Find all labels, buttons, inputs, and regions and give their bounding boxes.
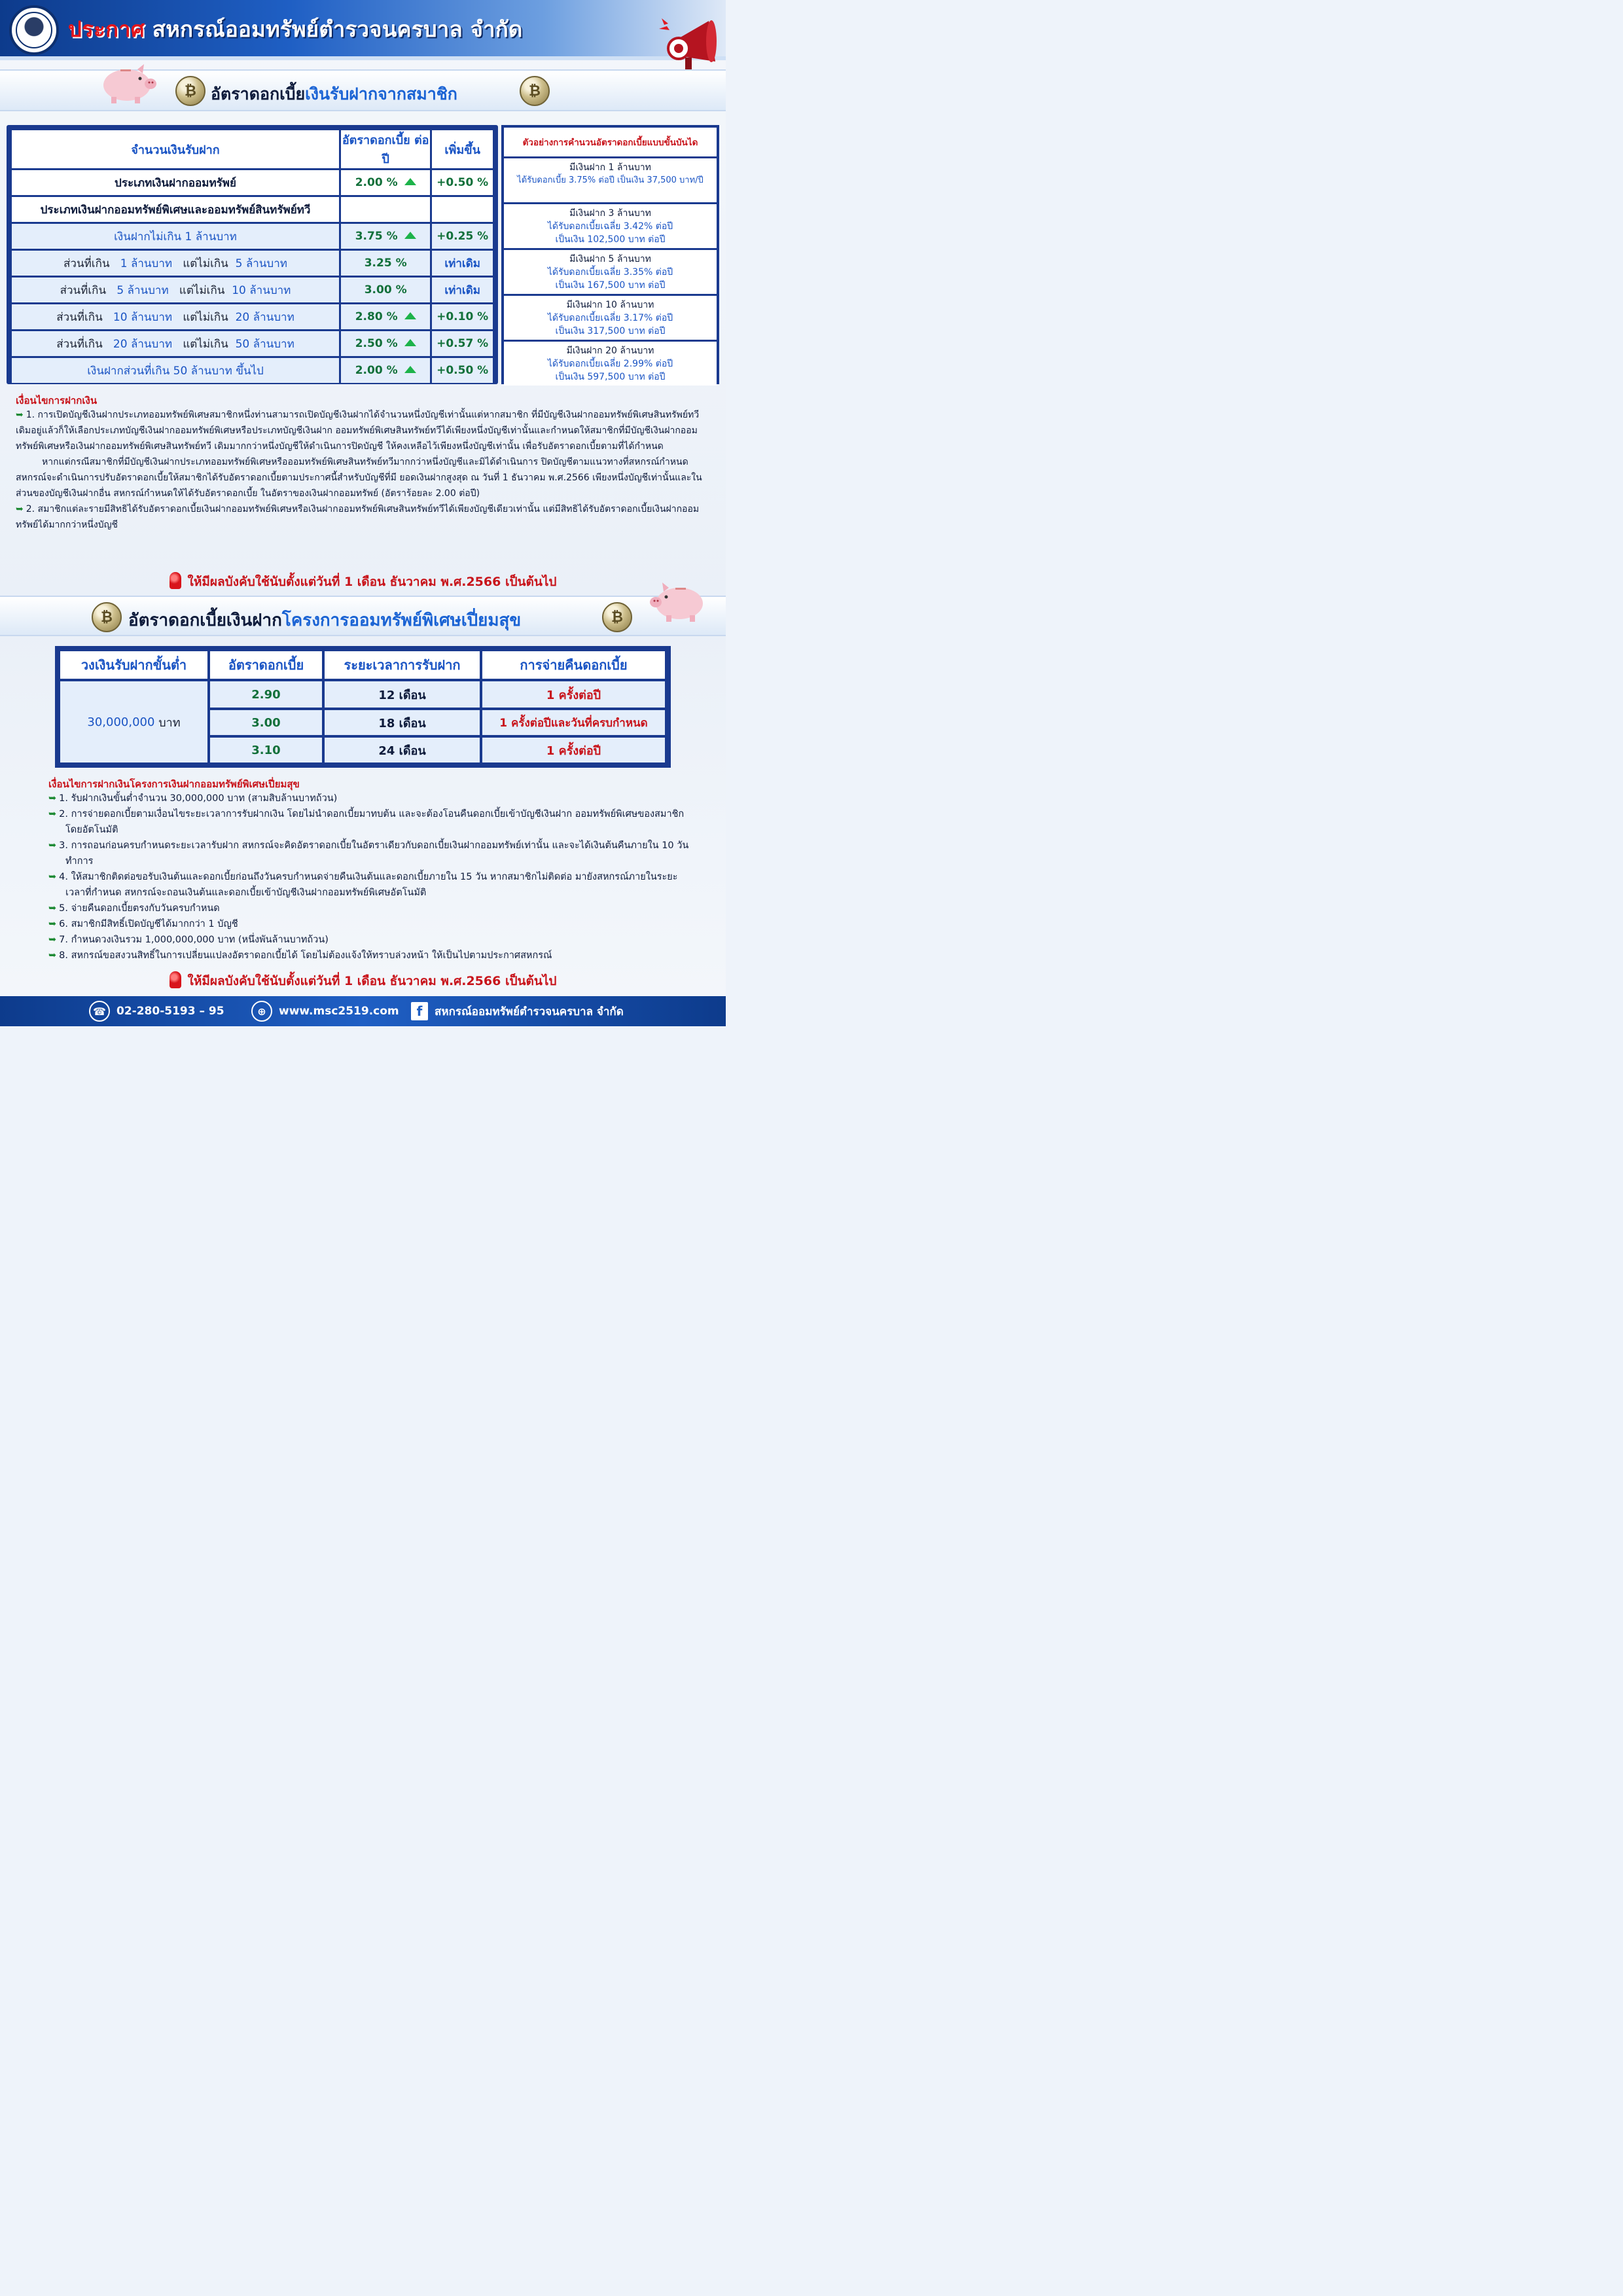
list-item: ➥ 5. จ่ายคืนดอกเบี้ยตรงกับวันครบกำหนด xyxy=(48,903,220,914)
coin-icon: ₿ xyxy=(92,602,122,632)
deposit-rates-table xyxy=(7,125,498,384)
row-rate: 3.10 xyxy=(210,738,322,762)
example-item xyxy=(504,204,717,248)
row-rate: 3.00 xyxy=(210,710,322,735)
header-min-deposit: วงเงินรับฝากขั้นต่ำ xyxy=(60,651,207,679)
example-line: ได้รับดอกเบี้ยเฉลี่ย 2.99% ต่อปี xyxy=(547,359,673,369)
title-prefix: ประกาศ xyxy=(68,16,145,42)
min-deposit-cell xyxy=(60,681,207,762)
list-item: ➥ 7. กำหนดวงเงินรวม 1,000,000,000 บาท (หนึ่งพันล้านบาทถ้วน) xyxy=(48,935,329,945)
example-line: เป็นเงิน 317,500 บาท ต่อปี xyxy=(555,326,666,336)
row-label: ส่วนที่เกิน 1 ล้านบาท แต่ไม่เกิน 5 ล้านบาท xyxy=(12,251,339,276)
page-title xyxy=(68,12,523,46)
header-amount: จำนวนเงินรับฝาก xyxy=(12,130,339,168)
row-label: ส่วนที่เกิน 10 ล้านบาท แต่ไม่เกิน 20 ล้านบาท xyxy=(12,304,339,329)
header-increase: เพิ่มขึ้น xyxy=(432,130,493,168)
project-conditions-title: เงื่อนไขการฝากเงินโครงการเงินฝากออมทรัพย์พิเศษเปี่ยมสุข xyxy=(48,778,300,790)
facebook-icon: f xyxy=(411,1002,428,1020)
table-row xyxy=(12,251,493,276)
row-rate: 3.25 % xyxy=(341,251,430,276)
row-rate: 2.50 % xyxy=(341,331,430,356)
up-arrow-icon xyxy=(404,366,416,373)
up-arrow-icon xyxy=(404,312,416,319)
row-increase: เท่าเดิม xyxy=(432,251,493,276)
section1-title xyxy=(211,81,457,107)
row-label: ส่วนที่เกิน 20 ล้านบาท แต่ไม่เกิน 50 ล้านบาท xyxy=(12,331,339,356)
phone-contact[interactable] xyxy=(89,996,224,1026)
arrow-icon: ➥ xyxy=(16,410,24,420)
arrow-icon: ➥ xyxy=(48,793,57,804)
row-increase: +0.50 % xyxy=(432,170,493,195)
arrow-icon: ➥ xyxy=(48,872,57,882)
header-bar xyxy=(0,0,726,60)
example-line: ได้รับดอกเบี้ยเฉลี่ย 3.17% ต่อปี xyxy=(547,313,673,323)
conditions-text xyxy=(16,407,712,533)
example-line: ได้รับดอกเบี้ยเฉลี่ย 3.35% ต่อปี xyxy=(547,267,673,278)
list-item: ➥ 2. การจ่ายดอกเบี้ยตามเงื่อนไขระยะเวลาการรับฝากเงิน โดยไม่นำดอกเบี้ยมาทบต้น และจะต้องโอนคืนดอกเบี้ยเข้าบัญชีเงินฝาก ออมทรัพย์พิเศษของสมาชิกโดยอัตโนมัติ xyxy=(48,809,685,835)
example-line: เป็นเงิน 167,500 บาท ต่อปี xyxy=(555,280,666,291)
arrow-icon: ➥ xyxy=(48,809,57,819)
row-period: 12 เดือน xyxy=(325,681,480,708)
arrow-icon: ➥ xyxy=(48,935,57,945)
website-link[interactable] xyxy=(251,996,399,1026)
row-payout: 1 ครั้งต่อปี xyxy=(482,681,665,708)
arrow-icon: ➥ xyxy=(48,903,57,914)
calculation-examples-panel xyxy=(501,125,719,384)
example-line: ได้รับดอกเบี้ยเฉลี่ย 3.42% ต่อปี xyxy=(547,221,673,232)
row-rate: 2.80 % xyxy=(341,304,430,329)
facebook-name: สหกรณ์ออมทรัพย์ตำรวจนครบาล จำกัด xyxy=(435,1005,624,1018)
list-item: ➥ 8. สหกรณ์ขอสงวนสิทธิ์ในการเปลี่ยนแปลงอัตราดอกเบี้ยได้ โดยไม่ต้องแจ้งให้ทราบล่วงหน้า ให้เป็นไปตามประกาศสหกรณ์ xyxy=(48,950,552,961)
example-item xyxy=(504,296,717,340)
up-arrow-icon xyxy=(404,232,416,239)
globe-icon: ⊕ xyxy=(251,1001,272,1022)
row-label: ประเภทเงินฝากออมทรัพย์พิเศษและออมทรัพย์สินทรัพย์ทวี xyxy=(12,197,339,222)
project-rates-table xyxy=(55,646,671,768)
example-line: ได้รับดอกเบี้ย 3.75% ต่อปี เป็นเงิน 37,500 บาท/ปี xyxy=(517,175,704,185)
table-row xyxy=(12,197,493,222)
arrow-icon: ➥ xyxy=(48,919,57,929)
table-row xyxy=(12,170,493,195)
example-line: เป็นเงิน 102,500 บาท ต่อปี xyxy=(555,234,666,245)
header-rate: อัตราดอกเบี้ย xyxy=(210,651,322,679)
examples-title: ตัวอย่างการคำนวนอัตราดอกเบี้ยแบบขั้นบันได xyxy=(504,128,717,156)
example-item xyxy=(504,250,717,294)
phone-number: 02-280-5193 – 95 xyxy=(116,1005,224,1018)
example-item xyxy=(504,158,717,202)
min-unit: บาท xyxy=(158,715,181,730)
row-rate: 2.90 xyxy=(210,681,322,708)
example-line: มีเงินฝาก 1 ล้านบาท xyxy=(569,162,651,173)
section2-title-black: อัตราดอกเบี้ยเงินฝาก xyxy=(128,611,282,630)
empty-cell xyxy=(341,197,430,222)
table-row xyxy=(12,224,493,249)
example-line: มีเงินฝาก 10 ล้านบาท xyxy=(566,300,654,310)
example-line: มีเงินฝาก 20 ล้านบาท xyxy=(566,346,654,356)
row-period: 24 เดือน xyxy=(325,738,480,762)
row-increase: +0.57 % xyxy=(432,331,493,356)
section1-title-blue: เงินรับฝากจากสมาชิก xyxy=(305,84,457,103)
piggy-bank-icon xyxy=(98,62,157,103)
example-line: เป็นเงิน 597,500 บาท ต่อปี xyxy=(555,372,666,382)
arrow-icon: ➥ xyxy=(48,950,57,961)
header-rate: อัตราดอกเบี้ย ต่อปี xyxy=(341,130,430,168)
list-item: ➥ 3. การถอนก่อนครบกำหนดระยะเวลารับฝาก สหกรณ์จะคิดอัตราดอกเบี้ยในอัตราเดียวกับดอกเบี้ยเงินฝากออมทรัพย์เท่านั้น และจะได้เงินต้นคืนภายใน 10 วันทำการ xyxy=(48,840,689,867)
table-row xyxy=(12,278,493,302)
row-payout: 1 ครั้งต่อปี xyxy=(482,738,665,762)
table-header-row xyxy=(12,130,493,168)
section1-banner xyxy=(0,69,726,111)
header-payout: การจ่ายคืนดอกเบี้ย xyxy=(482,651,665,679)
row-rate: 2.00 % xyxy=(341,170,430,195)
conditions-title: เงื่อนไขการฝากเงิน xyxy=(16,395,98,406)
list-item: ➥ 1. รับฝากเงินขั้นต่ำจำนวน 30,000,000 บาท (สามสิบล้านบาทถ้วน) xyxy=(48,793,338,804)
header-period: ระยะเวลาการรับฝาก xyxy=(325,651,480,679)
coin-icon: ₿ xyxy=(520,76,550,106)
row-label: เงินฝากส่วนที่เกิน 50 ล้านบาท ขึ้นไป xyxy=(12,358,339,383)
row-period: 18 เดือน xyxy=(325,710,480,735)
website-url: www.msc2519.com xyxy=(279,1005,399,1018)
condition-paragraph: ➥ 1. การเปิดบัญชีเงินฝากประเภทออมทรัพย์พิเศษสมาชิกหนึ่งท่านสามารถเปิดบัญชีเงินฝากได้จำนวนหนึ่งบัญชีเท่านั้นแต่หากสมาชิก ที่มีบัญชีเงินฝากออมทรัพย์พิเศษสินทรัพย์ทวีเดิมอยู่แล้วก็ให้เลือกประเภทบัญชีเงินฝากออมทรัพย์พิเศษหรือประเภทบัญชีเงินฝาก ออมทรัพย์พิเศษสินทรัพย์ทวีได้เพียงหนึ่งบัญชีเท่านั้นและกำหนดให้สมาชิกที่มีบัญชีเงินฝากออมทรัพย์พิเศษหรือเงินฝากออมทรัพย์พิเศษสินทรัพย์ทวี เดิมมากกว่าหนึ่งบัญชีให้ดำเนินการปิดบัญชี ให้คงเหลือไว้เพียงหนึ่งบัญชีเท่านั้น เพื่อรับอัตราดอกเบี้ยตามที่ได้กำหนด xyxy=(16,410,700,452)
table-row xyxy=(12,358,493,383)
row-increase: เท่าเดิม xyxy=(432,278,493,302)
min-amount: 30,000,000 xyxy=(87,715,155,729)
contact-footer xyxy=(0,996,726,1026)
arrow-icon: ➥ xyxy=(16,504,24,514)
coin-icon: ₿ xyxy=(602,602,632,632)
section2-title xyxy=(128,607,521,634)
list-item: ➥ 6. สมาชิกมีสิทธิ์เปิดบัญชีได้มากกว่า 1 บัญชี xyxy=(48,919,238,929)
arrow-icon: ➥ xyxy=(48,840,57,851)
row-payout: 1 ครั้งต่อปีและวันที่ครบกำหนด xyxy=(482,710,665,735)
row-rate: 3.00 % xyxy=(341,278,430,302)
piggy-bank-icon xyxy=(649,580,708,622)
cooperative-logo xyxy=(9,5,59,55)
section2-banner xyxy=(0,596,726,636)
section1-title-black: อัตราดอกเบี้ย xyxy=(211,84,306,103)
row-increase: +0.50 % xyxy=(432,358,493,383)
row-increase: +0.25 % xyxy=(432,224,493,249)
row-label: ประเภทเงินฝากออมทรัพย์ xyxy=(12,170,339,195)
table-row xyxy=(12,331,493,356)
example-line: มีเงินฝาก 5 ล้านบาท xyxy=(569,254,651,264)
empty-cell xyxy=(432,197,493,222)
phone-icon: ☎ xyxy=(89,1001,110,1022)
row-increase: +0.10 % xyxy=(432,304,493,329)
condition-paragraph: หากแต่กรณีสมาชิกที่มีบัญชีเงินฝากประเภทออมทรัพย์พิเศษหรือออมทรัพย์พิเศษสินทรัพย์ทวีมากกว่าหนึ่งบัญชีและมิได้ดำเนินการ ปิดบัญชีตามแนวทางที่สหกรณ์กำหนด สหกรณ์จะดำเนินการปรับอัตราดอกเบี้ยให้สมาชิกได้รับอัตราดอกเบี้ยตามประกาศนี้สำหรับบัญชีที่มี ยอดเงินฝากสูงสุด ณ วันที่ 1 ธันวาคม พ.ศ.2566 เพียงหนึ่งบัญชีเท่านั้นและในส่วนของบัญชีเงินฝากอื่น สหกรณ์กำหนดให้ได้รับอัตราดอกเบี้ย ในอัตราของเงินฝากออมทรัพย์ (อัตราร้อยละ 2.00 ต่อปี) xyxy=(16,457,702,499)
example-line: มีเงินฝาก 3 ล้านบาท xyxy=(569,208,651,219)
pin-icon xyxy=(169,971,181,988)
announcement-page xyxy=(0,0,726,1026)
row-rate: 2.00 % xyxy=(341,358,430,383)
coin-icon: ₿ xyxy=(175,76,205,106)
up-arrow-icon xyxy=(404,339,416,346)
table-row xyxy=(12,304,493,329)
facebook-link[interactable] xyxy=(411,996,624,1026)
condition-paragraph: ➥ 2. สมาชิกแต่ละรายมีสิทธิได้รับอัตราดอกเบี้ยเงินฝากออมทรัพย์พิเศษหรือเงินฝากออมทรัพย์พิเศษสินทรัพย์ทวีได้เพียงบัญชีเดียวเท่านั้น แต่มีสิทธิได้รับอัตราดอกเบี้ยเงินฝากออมทรัพย์ได้มากกว่าหนึ่งบัญชี xyxy=(16,504,700,530)
pin-icon xyxy=(169,572,181,589)
row-label: ส่วนที่เกิน 5 ล้านบาท แต่ไม่เกิน 10 ล้านบาท xyxy=(12,278,339,302)
section2-title-blue: โครงการออมทรัพย์พิเศษเปี่ยมสุข xyxy=(281,611,522,630)
effective-date-notice: ให้มีผลบังคับใช้นับตั้งแต่วันที่ 1 เดือน ธันวาคม พ.ศ.2566 เป็นต้นไป xyxy=(0,971,726,991)
row-label: เงินฝากไม่เกิน 1 ล้านบาท xyxy=(12,224,339,249)
list-item: ➥ 4. ให้สมาชิกติดต่อขอรับเงินต้นและดอกเบี้ยก่อนถึงวันครบกำหนดจ่ายคืนเงินต้นและดอกเบี้ยภายใน 15 วัน หากสมาชิกไม่ติดต่อ มายังสหกรณ์ภายในระยะเวลาที่กำหนด สหกรณ์จะถอนเงินต้นและดอกเบี้ยเข้าบัญชีเงินฝากออมทรัพย์พิเศษอัตโนมัติ xyxy=(48,872,678,898)
title-main: สหกรณ์ออมทรัพย์ตำรวจนครบาล จำกัด xyxy=(152,16,523,42)
effective-date-notice: ให้มีผลบังคับใช้นับตั้งแต่วันที่ 1 เดือน ธันวาคม พ.ศ.2566 เป็นต้นไป xyxy=(0,572,726,592)
up-arrow-icon xyxy=(404,178,416,185)
project-conditions-list xyxy=(48,791,696,963)
row-rate: 3.75 % xyxy=(341,224,430,249)
example-item xyxy=(504,342,717,386)
